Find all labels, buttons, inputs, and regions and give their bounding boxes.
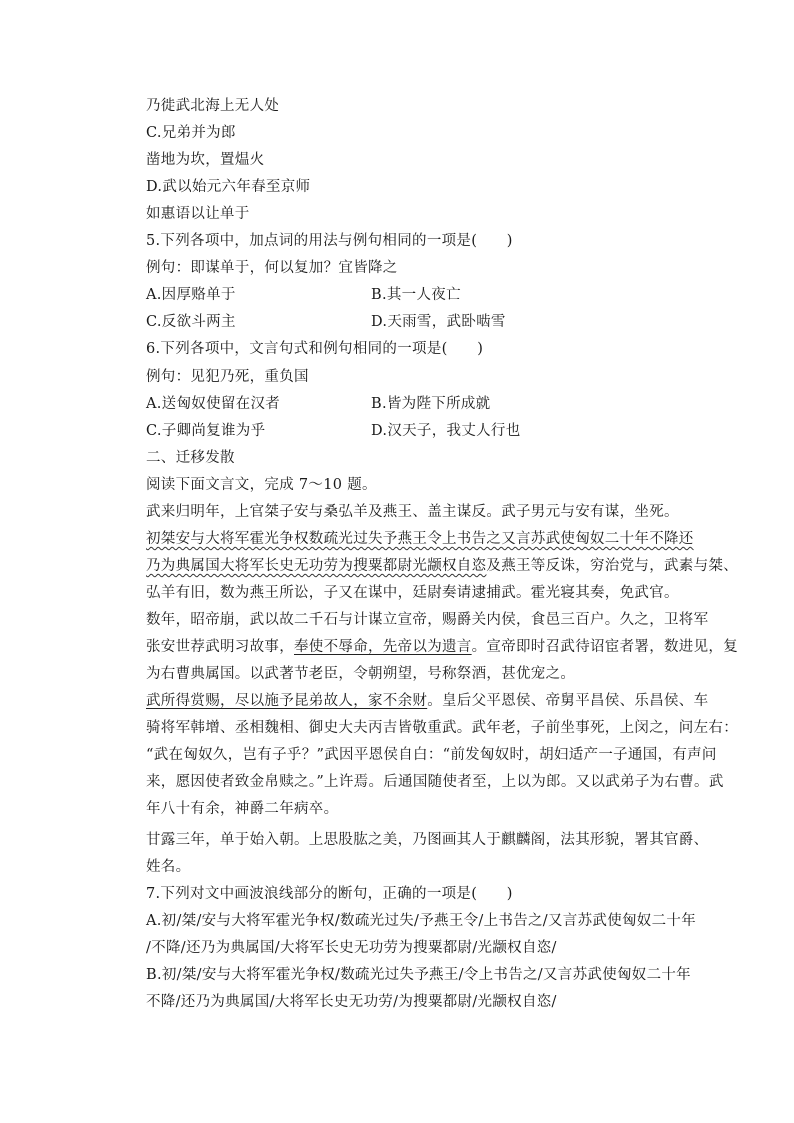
passage-paragraph-1: 武来归明年，上官桀子安与桑弘羊及燕王、盖主谋反。武子男元与安有谋，坐死。 — [146, 504, 679, 520]
passage-line — [146, 637, 738, 657]
passage-line: 弘羊有旧，数为燕王所讼，子又在谋中，廷尉奏请逮捕武。霍光寝其奏，免武官。 — [146, 585, 679, 601]
option-c: C.兄弟并为郎 — [146, 125, 236, 141]
passage-line: 姓名。 — [146, 859, 191, 875]
passage-text-segment: 及燕王等反诛，穷治党与，武素与桀、 — [486, 558, 739, 574]
q7-option-b-cont: 不降/还乃为典属国/大将军长史无功劳/为搜粟都尉/光颛权自恣/ — [146, 994, 557, 1010]
question-5-example: 例句：即谋单于，何以复加？宜皆降之 — [146, 260, 398, 276]
q6-option-d: D.汉天子，我丈人行也 — [371, 423, 521, 439]
q6-option-a: A.送匈奴使留在汉者 — [146, 396, 281, 412]
passage-wavy-segment: 乃为典属国大将军长史无功劳为搜粟都尉光颛权自恣 — [146, 558, 487, 574]
question-6: 6.下列各项中，文言句式和例句相同的一项是( ) — [146, 341, 484, 357]
q7-option-b: B.初/桀/安与大将军霍光争权/数疏光过失予燕王/令上书告之/又言苏武使匈奴二十年 — [146, 967, 691, 983]
passage-text-segment: 。宣帝即时召武待诏宦者署，数进见，复 — [471, 639, 739, 655]
passage-wavy-line: 初桀安与大将军霍光争权数疏光过失予燕王令上书告之又言苏武使匈奴二十年不降还 — [146, 531, 694, 547]
q7-option-a: A.初/桀/安与大将军霍光争权/数疏光过失/予燕王令/上书告之/又言苏武使匈奴二十年 — [146, 913, 696, 929]
underlined-sentence: 武所得赏赐，尽以施予昆弟故人，家不余财 — [146, 693, 428, 709]
text-line: 乃徙武北海上无人处 — [146, 98, 280, 114]
underlined-sentence: 奉使不辱命，先帝以为遗言 — [294, 639, 472, 655]
q6-option-c: C.子卿尚复谁为乎 — [146, 423, 266, 439]
q5-option-d: D.天雨雪，武卧啮雪 — [371, 314, 506, 330]
text-line: 凿地为坎，置煴火 — [146, 152, 265, 168]
q5-option-c: C.反欲斗两主 — [146, 314, 236, 330]
question-6-example: 例句：见犯乃死，重负国 — [146, 369, 309, 385]
q5-option-a: A.因厚赂单于 — [146, 287, 236, 303]
q7-option-a-cont: /不降/还乃为典属国/大将军长史无功劳为搜粟都尉/光颛权自恣/ — [146, 940, 557, 956]
passage-paragraph-3: 数年，昭帝崩，武以故二千石与计谋立宣帝，赐爵关内侯，食邑三百户。久之，卫将军 — [146, 612, 709, 628]
passage-paragraph-4 — [146, 691, 708, 711]
option-d: D.武以始元六年春至京师 — [146, 179, 311, 195]
passage-text-segment: 张安世荐武明习故事， — [146, 639, 294, 655]
passage-line: 年八十有余，神爵二年病卒。 — [146, 801, 339, 817]
reading-instruction: 阅读下面文言文，完成 7～10 题。 — [146, 477, 377, 493]
question-7: 7.下列对文中画波浪线部分的断句，正确的一项是( ) — [146, 886, 513, 902]
passage-line: 来，愿因使者致金帛赎之。”上许焉。后通国随使者至，上以为郎。又以武弟子为右曹。武 — [146, 774, 724, 790]
q6-option-b: B.皆为陛下所成就 — [371, 396, 491, 412]
section-heading: 二、迁移发散 — [146, 450, 235, 466]
passage-paragraph-5: 甘露三年，单于始入朝。上思股肱之美，乃图画其人于麒麟阁，法其形貌，署其官爵、 — [146, 832, 709, 848]
text-line: 如惠语以让单于 — [146, 206, 250, 222]
passage-line — [146, 556, 738, 576]
q5-option-b: B.其一人夜亡 — [371, 287, 461, 303]
passage-line: 为右曹典属国。以武著节老臣，令朝朔望，号称祭酒，甚优宠之。 — [146, 666, 576, 682]
passage-line: 骑将军韩增、丞相魏相、御史大夫丙吉皆敬重武。武年老，子前坐事死，上闵之，问左右： — [146, 720, 738, 736]
passage-text-segment: 。皇后父平恩侯、帝舅平昌侯、乐昌侯、车 — [427, 693, 709, 709]
passage-line: “武在匈奴久，岂有子乎？”武因平恩侯自白：“前发匈奴时，胡妇适产一子通国，有声问 — [146, 747, 717, 763]
question-5: 5.下列各项中，加点词的用法与例句相同的一项是( ) — [146, 233, 513, 249]
